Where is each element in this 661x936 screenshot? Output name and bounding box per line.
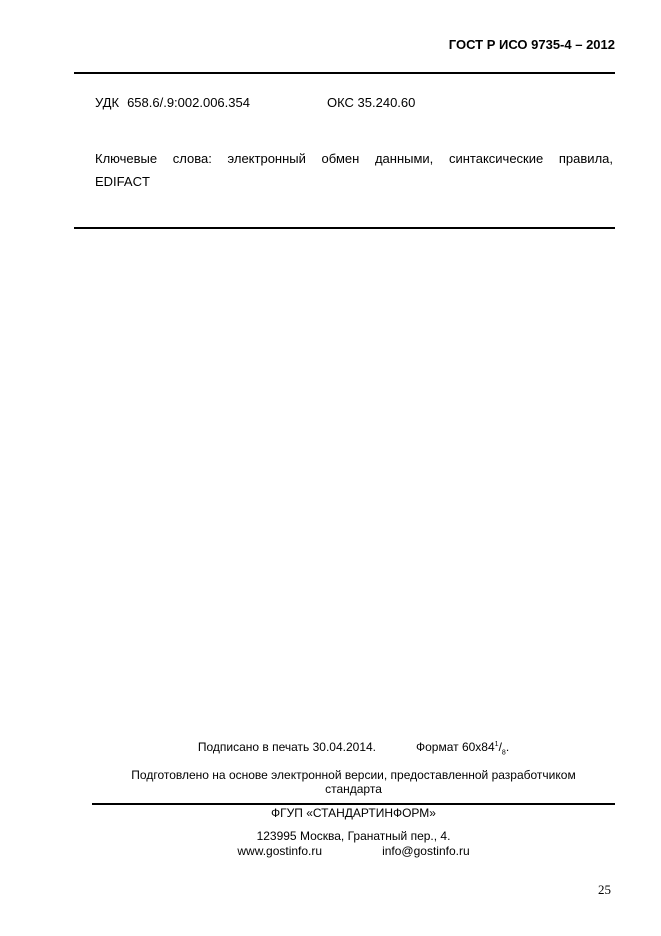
publisher-name: ФГУП «СТАНДАРТИНФОРМ» bbox=[271, 806, 436, 820]
keywords-line-1: Ключевые слова: электронный обмен данными, синтаксические правила, bbox=[95, 151, 613, 166]
format-value: Формат $60x84^1/_8$. bbox=[416, 740, 510, 757]
classification-line bbox=[95, 95, 416, 110]
publisher-contacts bbox=[92, 829, 615, 859]
website-link[interactable]: www.gostinfo.ru bbox=[237, 844, 323, 858]
okc-code: ОКС 35.240.60 bbox=[327, 95, 416, 110]
prepared-note bbox=[92, 768, 615, 796]
keywords-paragraph bbox=[95, 147, 613, 193]
email-link[interactable]: info@gostinfo.ru bbox=[382, 844, 470, 858]
udk-label: УДК bbox=[95, 95, 120, 110]
keywords-line-2: EDIFACT bbox=[95, 174, 150, 189]
signed-date: Подписано в печать 30.04.2014. bbox=[197, 740, 376, 754]
prepared-line-1: Подготовлено на основе электронной версии, предоставленной разработчиком bbox=[131, 768, 576, 782]
publisher-address: 123995 Москва, Гранатный пер., 4. bbox=[256, 829, 451, 843]
udk-code: 658.6/.9:002.006.354 bbox=[127, 95, 250, 110]
imprint-divider bbox=[92, 803, 615, 805]
prepared-line-2: стандарта bbox=[325, 782, 382, 796]
web-contacts-row bbox=[92, 844, 615, 859]
signed-for-print-line bbox=[92, 740, 615, 756]
header-divider bbox=[74, 72, 615, 74]
keywords-divider bbox=[74, 227, 615, 229]
standard-code-header: ГОСТ Р ИСО 9735-4 – 2012 bbox=[448, 37, 615, 52]
page-number: 25 bbox=[598, 882, 611, 897]
